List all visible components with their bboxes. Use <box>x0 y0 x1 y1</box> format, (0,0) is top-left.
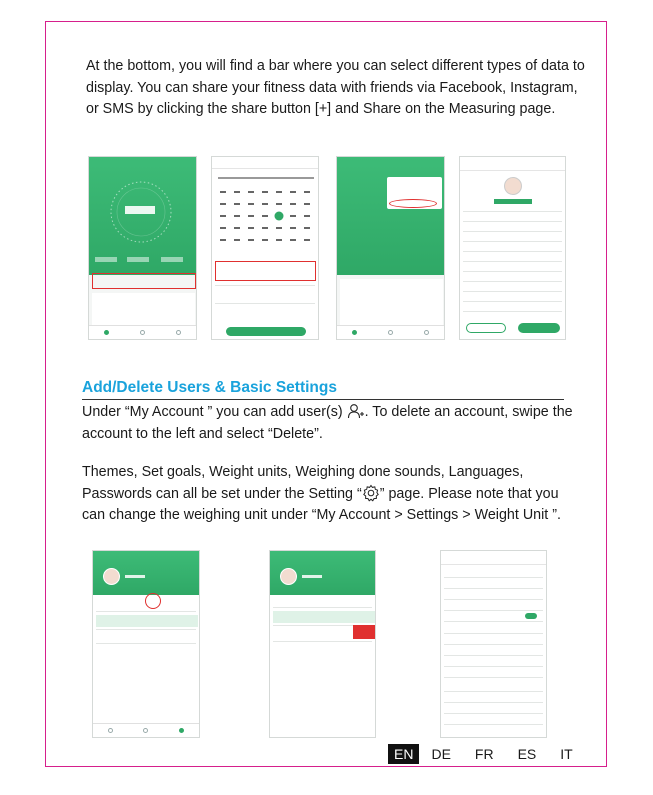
bottom-tab-bar <box>89 325 196 339</box>
compare-button[interactable] <box>226 327 306 336</box>
data-tab-icon[interactable] <box>388 330 393 335</box>
avatar <box>504 177 522 195</box>
avatar <box>103 568 120 585</box>
delete-user-screenshot <box>269 550 376 738</box>
add-user-highlight <box>145 593 161 609</box>
add-user-icon <box>347 403 365 419</box>
delete-button[interactable] <box>353 625 375 639</box>
add-delete-paragraph <box>82 402 582 445</box>
add-delete-text-end: . To delete an account, swipe the account to the left and select “Delete”. <box>82 404 573 442</box>
add-delete-text-start: Under “My Account ” you can add user(s) <box>82 404 343 420</box>
settings-screenshot <box>440 550 547 738</box>
sound-toggle[interactable] <box>525 613 537 619</box>
measuring-tab-icon[interactable] <box>352 330 357 335</box>
settings-paragraph <box>82 462 582 527</box>
share-option-highlight <box>389 199 437 208</box>
data-selection-highlight <box>92 273 196 289</box>
my-account-screenshot <box>92 550 200 738</box>
calendar-compare-screenshot <box>211 156 319 340</box>
share-menu-screenshot <box>336 156 445 340</box>
bottom-tab-bar <box>337 325 444 339</box>
measuring-tab-icon[interactable] <box>104 330 109 335</box>
settings-text-end: ” page. Please note that you can change the weighing unit under “My Account > Settings > Weight Unit ”. <box>82 485 561 523</box>
lang-de[interactable]: DE <box>431 746 451 762</box>
account-tab-icon[interactable] <box>179 728 184 733</box>
measuring-tab-icon[interactable] <box>108 728 113 733</box>
compare-row-highlight <box>215 261 316 281</box>
lang-it[interactable]: IT <box>560 746 573 762</box>
account-tab-icon[interactable] <box>424 330 429 335</box>
account-tab-icon[interactable] <box>176 330 181 335</box>
calendar-grid <box>212 171 319 251</box>
language-selector <box>388 744 591 764</box>
section-title: Add/Delete Users & Basic Settings <box>82 379 337 396</box>
data-tab-icon[interactable] <box>140 330 145 335</box>
lang-en[interactable]: EN <box>388 744 419 764</box>
share-button[interactable] <box>518 323 560 333</box>
lang-es[interactable]: ES <box>517 746 537 762</box>
title-divider <box>82 399 564 400</box>
measuring-screenshot <box>88 156 197 340</box>
save-button[interactable] <box>466 323 506 333</box>
gear-icon <box>362 484 380 502</box>
avatar <box>280 568 297 585</box>
share-report-screenshot <box>459 156 566 340</box>
lang-fr[interactable]: FR <box>474 746 494 762</box>
settings-text-start: Themes, Set goals, Weight units, Weighing done sounds, Languages, Passwords can all be set under the Setting “ <box>82 464 524 502</box>
bottom-tab-bar <box>93 723 199 737</box>
data-tab-icon[interactable] <box>143 728 148 733</box>
intro-paragraph: At the bottom, you will find a bar where you can select different types of data to display. You can share your fitness data with friends via Facebook, Instagram, or SMS by clicking the share button [+] and Share on the Measuring page. <box>86 58 585 117</box>
weight-gauge <box>89 165 197 275</box>
